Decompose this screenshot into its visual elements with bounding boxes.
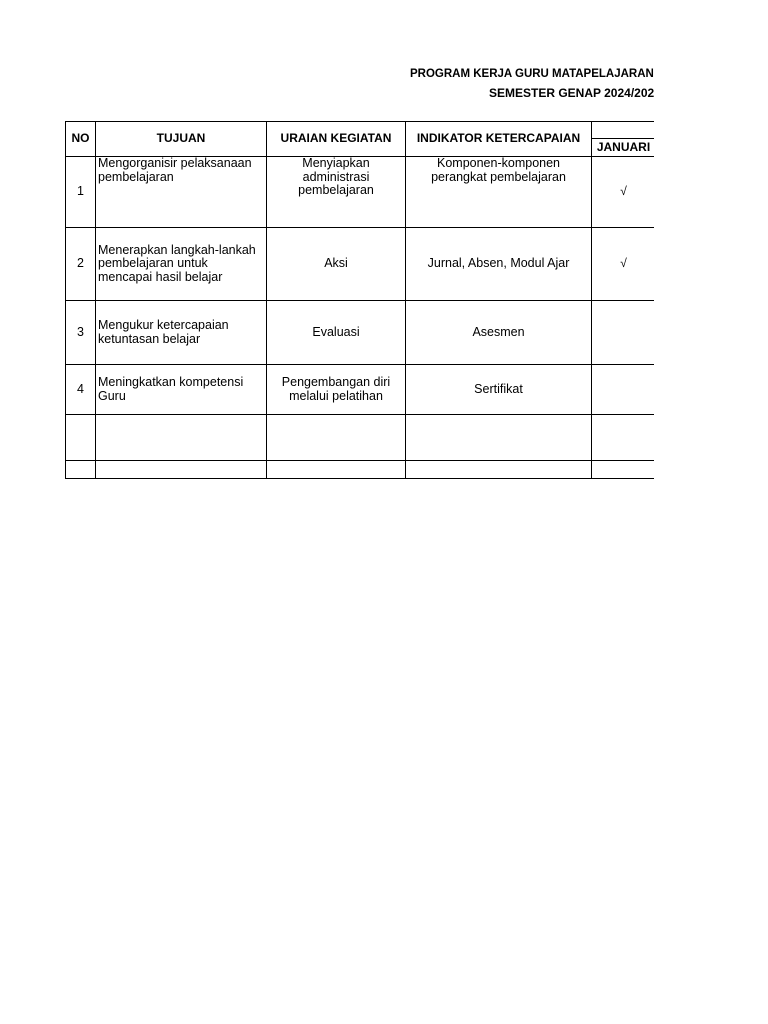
header-indikator-ketercapaian: INDIKATOR KETERCAPAIAN <box>406 122 592 157</box>
header-tujuan: TUJUAN <box>96 122 267 157</box>
table-row <box>66 365 655 415</box>
cell-tujuan: Meningkatkan kompetensi Guru <box>96 365 267 415</box>
cell-indikator-ketercapaian: Jurnal, Absen, Modul Ajar <box>406 228 592 301</box>
cell-no: 3 <box>66 301 96 365</box>
cell-empty <box>96 415 267 461</box>
header-no: NO <box>66 122 96 157</box>
cell-uraian-kegiatan: Aksi <box>267 228 406 301</box>
cell-januari <box>592 301 655 365</box>
cell-no: 4 <box>66 365 96 415</box>
document-subtitle: SEMESTER GENAP 2024/202 <box>489 86 654 100</box>
cell-empty <box>66 461 96 479</box>
table-row <box>66 301 655 365</box>
program-table <box>65 121 654 479</box>
cell-indikator-ketercapaian: Asesmen <box>406 301 592 365</box>
table-header-row <box>66 122 655 139</box>
cell-uraian-kegiatan: Pengembangan diri melalui pelatihan <box>267 365 406 415</box>
cell-tujuan: Mengorganisir pelaksanaan pembelajaran <box>96 157 267 228</box>
header-uraian-kegiatan: URAIAN KEGIATAN <box>267 122 406 157</box>
cell-uraian-kegiatan: Menyiapkan administrasi pembelajaran <box>267 157 406 228</box>
table-row <box>66 157 655 228</box>
document-title: PROGRAM KERJA GURU MATAPELAJARAN <box>410 68 654 80</box>
table-row <box>66 228 655 301</box>
cell-empty <box>406 415 592 461</box>
cell-empty <box>592 415 655 461</box>
cell-empty <box>267 461 406 479</box>
cell-indikator-ketercapaian: Komponen-komponen perangkat pembelajaran <box>406 157 592 228</box>
cell-empty <box>96 461 267 479</box>
cell-januari: √ <box>592 157 655 228</box>
table-row-empty <box>66 415 655 461</box>
cell-no: 1 <box>66 157 96 228</box>
header-januari: JANUARI <box>592 139 655 157</box>
table-row-empty <box>66 461 655 479</box>
cell-no: 2 <box>66 228 96 301</box>
cell-empty <box>267 415 406 461</box>
cell-januari: √ <box>592 228 655 301</box>
cell-uraian-kegiatan: Evaluasi <box>267 301 406 365</box>
cell-tujuan: Menerapkan langkah-lankah pembelajaran untuk mencapai hasil belajar <box>96 228 267 301</box>
cell-empty <box>592 461 655 479</box>
cell-tujuan: Mengukur ketercapaian ketuntasan belajar <box>96 301 267 365</box>
cell-empty <box>66 415 96 461</box>
header-month-group <box>592 122 655 139</box>
cell-januari <box>592 365 655 415</box>
cell-empty <box>406 461 592 479</box>
cell-indikator-ketercapaian: Sertifikat <box>406 365 592 415</box>
